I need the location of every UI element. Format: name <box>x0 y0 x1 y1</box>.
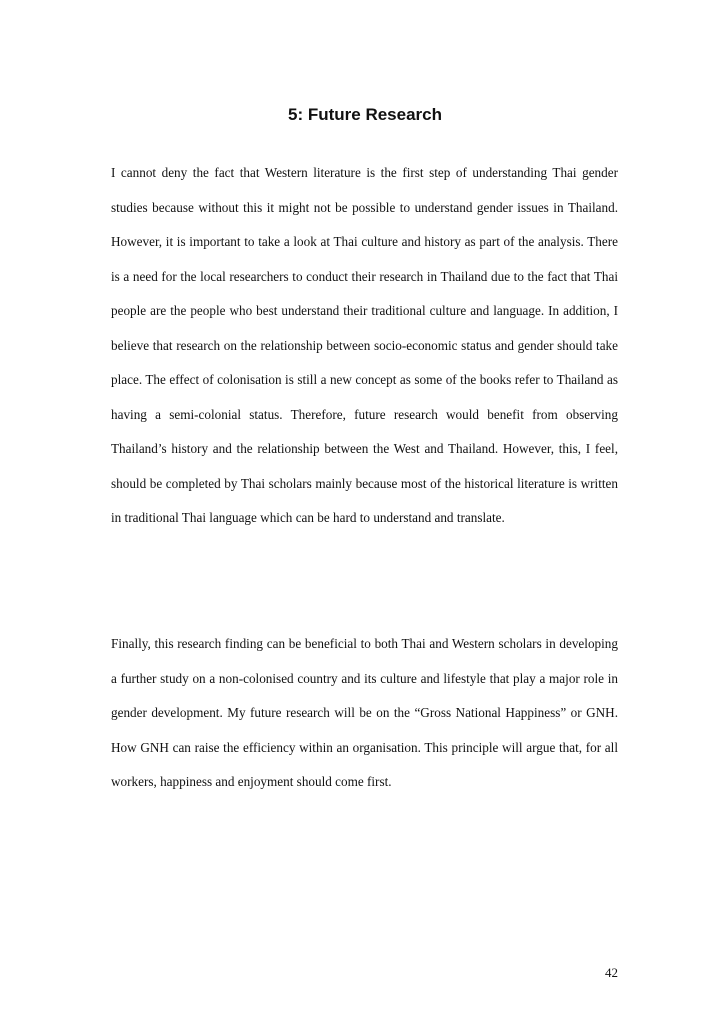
section-heading-text: 5: Future Research <box>288 105 442 124</box>
paragraph-1: I cannot deny the fact that Western literature is the first step of understanding Thai gender studies because without this it might not be possible to understand gender issues in Thailand. However, it is important to take a look at Thai culture and history as part of the analysis. There is a need for the local researchers to conduct their research in Thailand due to the fact that Thai people are the people who best understand their traditional culture and language. In addition, I believe that research on the relationship between socio-economic status and gender should take place. The effect of colonisation is still a new concept as some of the books refer to Thailand as having a semi-colonial status. Therefore, future research would benefit from observing Thailand’s history and the relationship between the West and Thailand. However, this, I feel, should be completed by Thai scholars mainly because most of the historical literature is written in traditional Thai language which can be hard to understand and translate. <box>111 165 618 525</box>
section-heading <box>0 104 728 126</box>
page-number: 42 <box>605 965 618 980</box>
paragraph-2: Finally, this research finding can be beneficial to both Thai and Western scholars in developing a further study on a non-colonised country and its culture and lifestyle that play a major role in gender development. My future research will be on the “Gross National Happiness” or GNH. How GNH can raise the efficiency within an organisation. This principle will argue that, for all workers, happiness and enjoyment should come first. <box>111 636 618 789</box>
